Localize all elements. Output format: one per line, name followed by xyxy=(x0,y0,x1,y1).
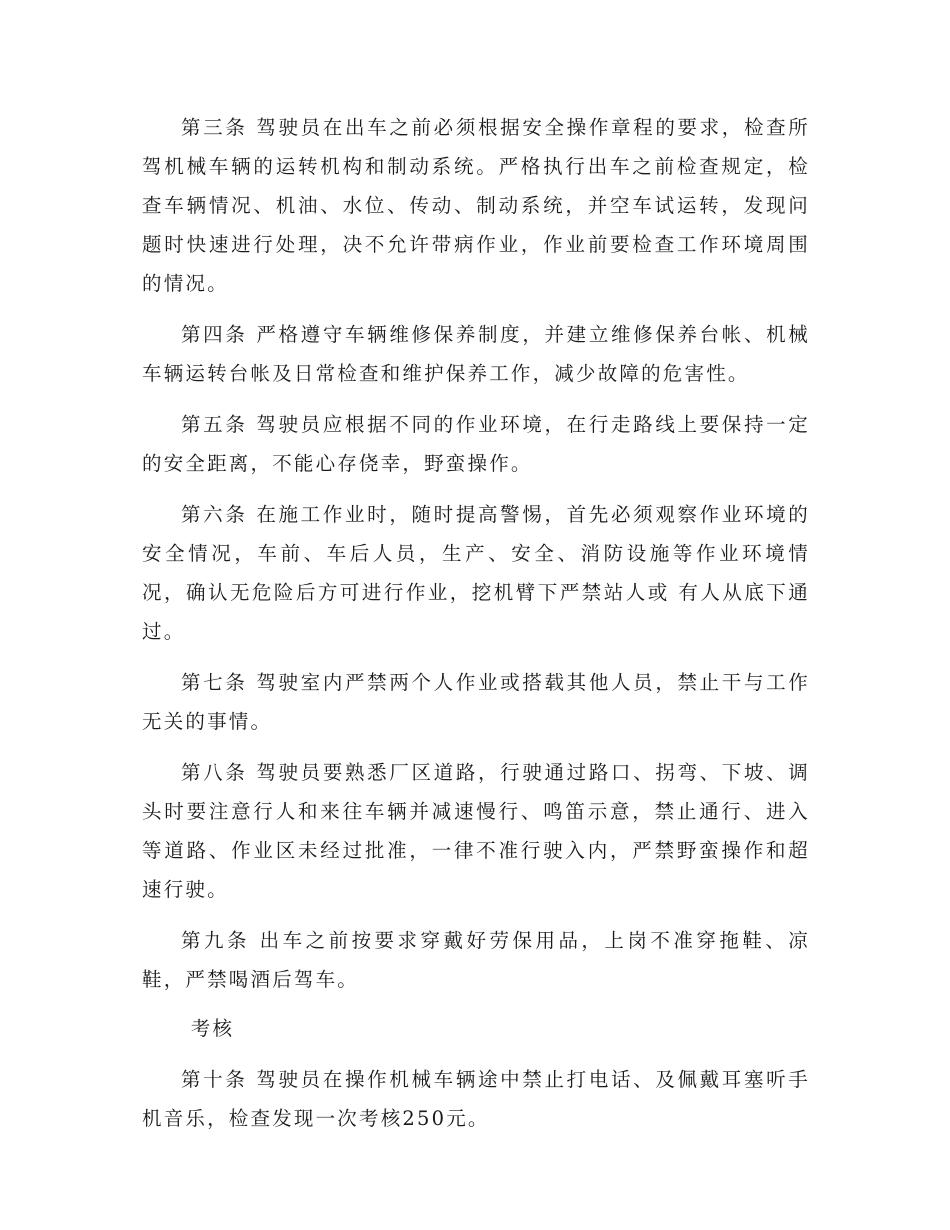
section-heading-assessment: 考核 xyxy=(190,1017,235,1040)
article-5: 第五条 驾驶员应根据不同的作业环境，在行走路线上要保持一定的安全距离，不能心存侥幸，野蛮操作。 xyxy=(142,413,810,475)
article-7: 第七条 驾驶室内严禁两个人作业或搭载其他人员，禁止干与工作无关的事情。 xyxy=(142,671,810,733)
article-3: 第三条 驾驶员在出车之前必须根据安全操作章程的要求，检查所驾机械车辆的运转机构和制动系统。严格执行出车之前检查规定，检查车辆情况、机油、水位、传动、制动系统，并空车试运转，发现问题时快速进行处理，决不允许带病作业，作业前要检查工作环境周围的情况。 xyxy=(142,116,810,295)
article-8: 第八条 驾驶员要熟悉厂区道路，行驶通过路口、拐弯、下坡、调头时要注意行人和来往车辆并减速慢行、鸣笛示意，禁止通行、进入等道路、作业区未经过批准，一律不准行驶入内，严禁野蛮操作和超速行驶。 xyxy=(142,761,810,901)
article-10: 第十条 驾驶员在操作机械车辆途中禁止打电话、及佩戴耳塞听手机音乐，检查发现一次考核250元。 xyxy=(142,1068,810,1130)
document-page xyxy=(142,108,810,1138)
article-9: 第九条 出车之前按要求穿戴好劳保用品，上岗不准穿拖鞋、凉鞋，严禁喝酒后驾车。 xyxy=(142,929,810,991)
article-6: 第六条 在施工作业时，随时提高警惕，首先必须观察作业环境的安全情况，车前、车后人员，生产、安全、消防设施等作业环境情况，确认无危险后方可进行作业，挖机臂下严禁站人或 有人从底下通过。 xyxy=(142,503,810,643)
article-4: 第四条 严格遵守车辆维修保养制度，并建立维修保养台帐、机械车辆运转台帐及日常检查和维护保养工作，减少故障的危害性。 xyxy=(142,323,810,385)
